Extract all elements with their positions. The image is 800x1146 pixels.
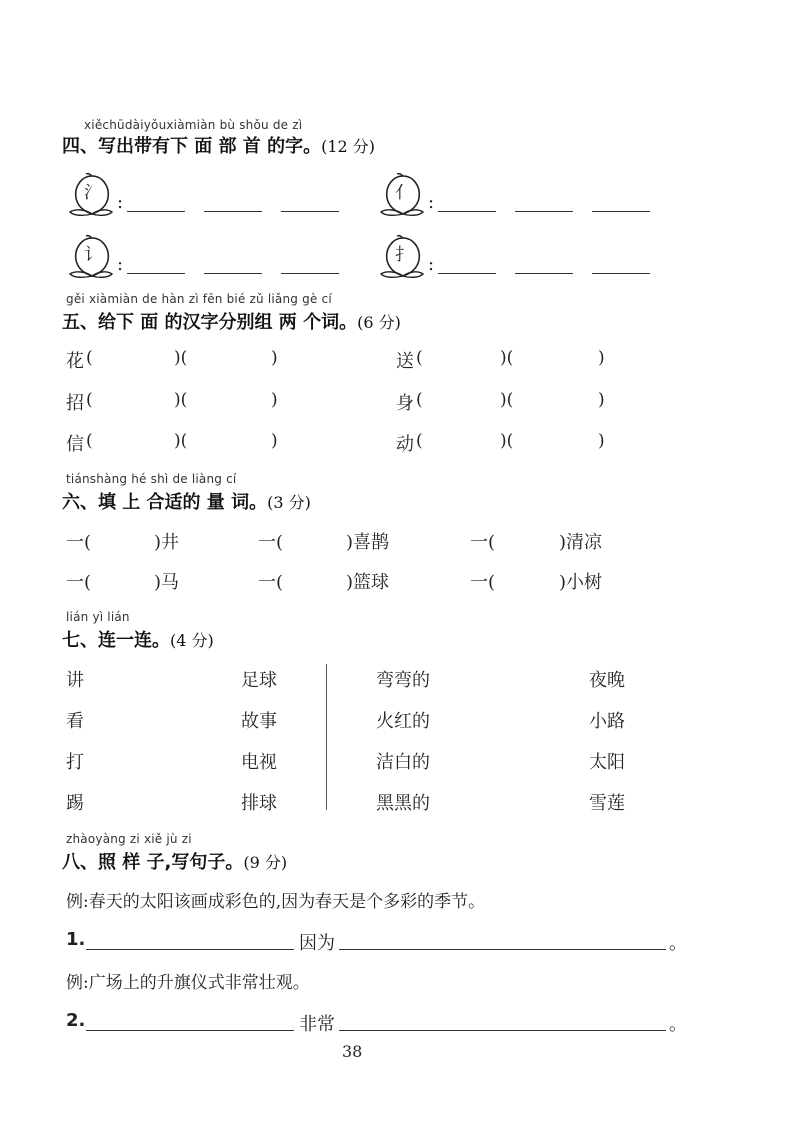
open-bracket: ( (86, 431, 93, 451)
match-item[interactable]: 小路 (589, 711, 625, 732)
connector-word: 非常 (299, 1014, 335, 1035)
mid-bracket: )( (174, 431, 188, 451)
q8-pinyin: zhàoyàng zi xiě jù zi (66, 832, 192, 846)
close-bracket: ) (598, 431, 605, 451)
answer-line[interactable] (515, 211, 573, 212)
answer-line[interactable] (204, 273, 262, 274)
radical-2: 亻 (395, 183, 412, 203)
period: 。 (669, 933, 687, 954)
radical-4: 扌 (395, 245, 412, 265)
q5-char: 身 (396, 393, 414, 414)
close-bracket: ) (598, 348, 605, 368)
q6-pinyin: tiánshàng hé shì de liàng cí (66, 472, 237, 486)
q6-prefix: 一( (66, 532, 92, 553)
q6-title (62, 488, 311, 514)
answer-line[interactable] (127, 211, 185, 212)
answer-line[interactable] (281, 273, 339, 274)
q7-title (62, 626, 214, 652)
answer-line[interactable] (204, 211, 262, 212)
mid-bracket: )( (174, 390, 188, 410)
open-bracket: ( (416, 431, 423, 451)
radical-3: 讠 (84, 245, 101, 265)
match-item[interactable]: 故事 (241, 711, 277, 732)
q7-title-text: 七、连一连。 (62, 630, 170, 651)
example-sentence: 例:春天的太阳该画成彩色的,因为春天是个多彩的季节。 (66, 892, 486, 912)
close-bracket: ) (598, 390, 605, 410)
match-item[interactable]: 黑黑的 (376, 793, 430, 814)
answer-line[interactable] (86, 1030, 294, 1031)
divider (326, 664, 327, 810)
answer-line[interactable] (339, 1030, 666, 1031)
q6-item: )小树 (559, 572, 603, 593)
q5-char: 花 (66, 351, 84, 372)
colon: : (117, 254, 124, 275)
q6-prefix: 一( (470, 572, 496, 593)
q6-prefix: 一( (66, 572, 92, 593)
answer-line[interactable] (127, 273, 185, 274)
answer-line[interactable] (281, 211, 339, 212)
close-bracket: ) (271, 431, 278, 451)
answer-line[interactable] (438, 211, 496, 212)
match-item[interactable]: 太阳 (589, 752, 625, 773)
answer-line[interactable] (339, 949, 666, 950)
match-item[interactable]: 讲 (66, 670, 84, 691)
q5-points: (6 分) (357, 313, 401, 332)
match-item[interactable]: 踢 (66, 793, 84, 814)
answer-line[interactable] (86, 949, 294, 950)
open-bracket: ( (416, 390, 423, 410)
q6-item: )喜鹊 (346, 532, 390, 553)
q7-points: (4 分) (170, 631, 214, 650)
q5-char: 送 (396, 351, 414, 372)
q5-char: 信 (66, 434, 84, 455)
match-item[interactable]: 足球 (241, 670, 277, 691)
q5-title (62, 308, 401, 334)
q6-points: (3 分) (267, 493, 311, 512)
q7-pinyin: lián yì lián (66, 610, 130, 624)
mid-bracket: )( (500, 431, 514, 451)
mid-bracket: )( (500, 390, 514, 410)
match-item[interactable]: 电视 (241, 752, 277, 773)
q5-char: 招 (66, 393, 84, 414)
match-item[interactable]: 夜晚 (589, 670, 625, 691)
mid-bracket: )( (174, 348, 188, 368)
q4-title (62, 132, 375, 158)
match-item[interactable]: 火红的 (376, 711, 430, 732)
q6-item: )清凉 (559, 532, 603, 553)
period: 。 (669, 1014, 687, 1035)
colon: : (428, 254, 435, 275)
mid-bracket: )( (500, 348, 514, 368)
answer-line[interactable] (515, 273, 573, 274)
item-number: 2. (66, 1010, 86, 1031)
match-item[interactable]: 雪莲 (589, 793, 625, 814)
item-number: 1. (66, 929, 86, 950)
close-bracket: ) (271, 348, 278, 368)
q8-title-text: 八、照 样 子,写句子。 (62, 852, 244, 873)
match-item[interactable]: 洁白的 (376, 752, 430, 773)
radical-1: 氵 (84, 183, 101, 203)
connector-word: 因为 (299, 933, 335, 954)
q6-item: )篮球 (346, 572, 390, 593)
answer-line[interactable] (592, 211, 650, 212)
q8-title (62, 848, 287, 874)
q8-points: (9 分) (243, 853, 288, 872)
q6-item: )井 (154, 532, 180, 553)
q6-prefix: 一( (470, 532, 496, 553)
match-item[interactable]: 排球 (241, 793, 277, 814)
q5-pinyin: gěi xiàmiàn de hàn zì fēn bié zǔ liǎng gè cí (66, 292, 332, 306)
answer-line[interactable] (592, 273, 650, 274)
match-item[interactable]: 打 (66, 752, 84, 773)
q6-prefix: 一( (258, 532, 284, 553)
match-item[interactable]: 看 (66, 711, 84, 732)
answer-line[interactable] (438, 273, 496, 274)
q6-item: )马 (154, 572, 180, 593)
q6-prefix: 一( (258, 572, 284, 593)
q5-char: 动 (396, 434, 414, 455)
colon: : (428, 192, 435, 213)
q4-pinyin: xiěchūdàiyǒuxiàmiàn bù shǒu de zì (84, 118, 303, 132)
match-item[interactable]: 弯弯的 (376, 670, 430, 691)
open-bracket: ( (416, 348, 423, 368)
page-number: 38 (342, 1042, 363, 1061)
q6-title-text: 六、填 上 合适的 量 词。 (62, 492, 268, 513)
example-sentence: 例:广场上的升旗仪式非常壮观。 (66, 973, 310, 993)
colon: : (117, 192, 124, 213)
q4-points: (12 分) (321, 137, 376, 156)
open-bracket: ( (86, 390, 93, 410)
q5-title-text: 五、给下 面 的汉字分别组 两 个词。 (62, 312, 358, 333)
open-bracket: ( (86, 348, 93, 368)
close-bracket: ) (271, 390, 278, 410)
q4-title-text: 四、写出带有下 面 部 首 的字。 (62, 136, 322, 157)
